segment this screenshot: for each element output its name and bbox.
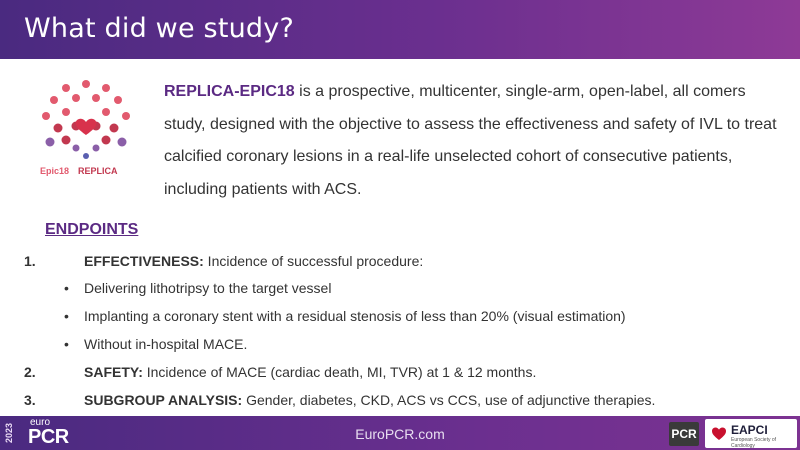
slide-footer (0, 416, 800, 450)
endpoint-number: 1. (24, 253, 36, 269)
endpoint-number: 2. (24, 364, 36, 380)
slide-header (0, 0, 800, 59)
pcr-badge-logo: PCR (669, 422, 699, 446)
footer-year: 2023 (4, 422, 14, 444)
slide-title: What did we study? (24, 13, 294, 44)
logo-text-left: Epic18 (40, 166, 70, 176)
bullet-icon: • (64, 308, 69, 324)
replica-logo (36, 76, 136, 186)
intro-paragraph (164, 76, 790, 206)
endpoint-text: Gender, diabetes, CKD, ACS vs CCS, use of adjunctive therapies. (242, 392, 656, 408)
bullet-icon: • (64, 280, 69, 296)
intro-text: is a prospective, multicenter, single-arm, open-label, all comers study, designed with the objective to assess the effectiveness and safety of IVL to treat calcified coronary lesions in a real-life unselected cohort of consecutive patients, including patients with ACS. (164, 83, 777, 198)
logo-text-right: REPLICA (78, 166, 118, 176)
replica-dots-logo-icon (36, 76, 136, 186)
europcr-logo: PCR (28, 426, 69, 448)
eapci-subtext: European Society of Cardiology (731, 437, 777, 449)
footer-website: EuroPCR.com (355, 426, 445, 442)
endpoint-label: SAFETY: (84, 364, 143, 380)
bullet-text: Implanting a coronary stent with a residual stenosis of less than 20% (visual estimation) (84, 308, 626, 324)
bullet-text: Delivering lithotripsy to the target vessel (84, 280, 332, 296)
heart-icon (711, 426, 727, 442)
study-name: REPLICA-EPIC18 (164, 83, 295, 100)
bullet-text: Without in-hospital MACE. (84, 336, 248, 352)
endpoint-label: EFFECTIVENESS: (84, 253, 204, 269)
eapci-logo (705, 419, 797, 448)
endpoint-label: SUBGROUP ANALYSIS: (84, 392, 243, 408)
bullet-icon: • (64, 336, 69, 352)
endpoints-heading: ENDPOINTS (45, 221, 139, 238)
endpoint-number: 3. (24, 392, 36, 408)
eapci-text: EAPCI (731, 423, 768, 437)
endpoint-text: Incidence of successful procedure: (203, 253, 424, 269)
endpoint-text: Incidence of MACE (cardiac death, MI, TVR) at 1 & 12 months. (142, 364, 537, 380)
footer-euro-text: euro (30, 417, 51, 428)
